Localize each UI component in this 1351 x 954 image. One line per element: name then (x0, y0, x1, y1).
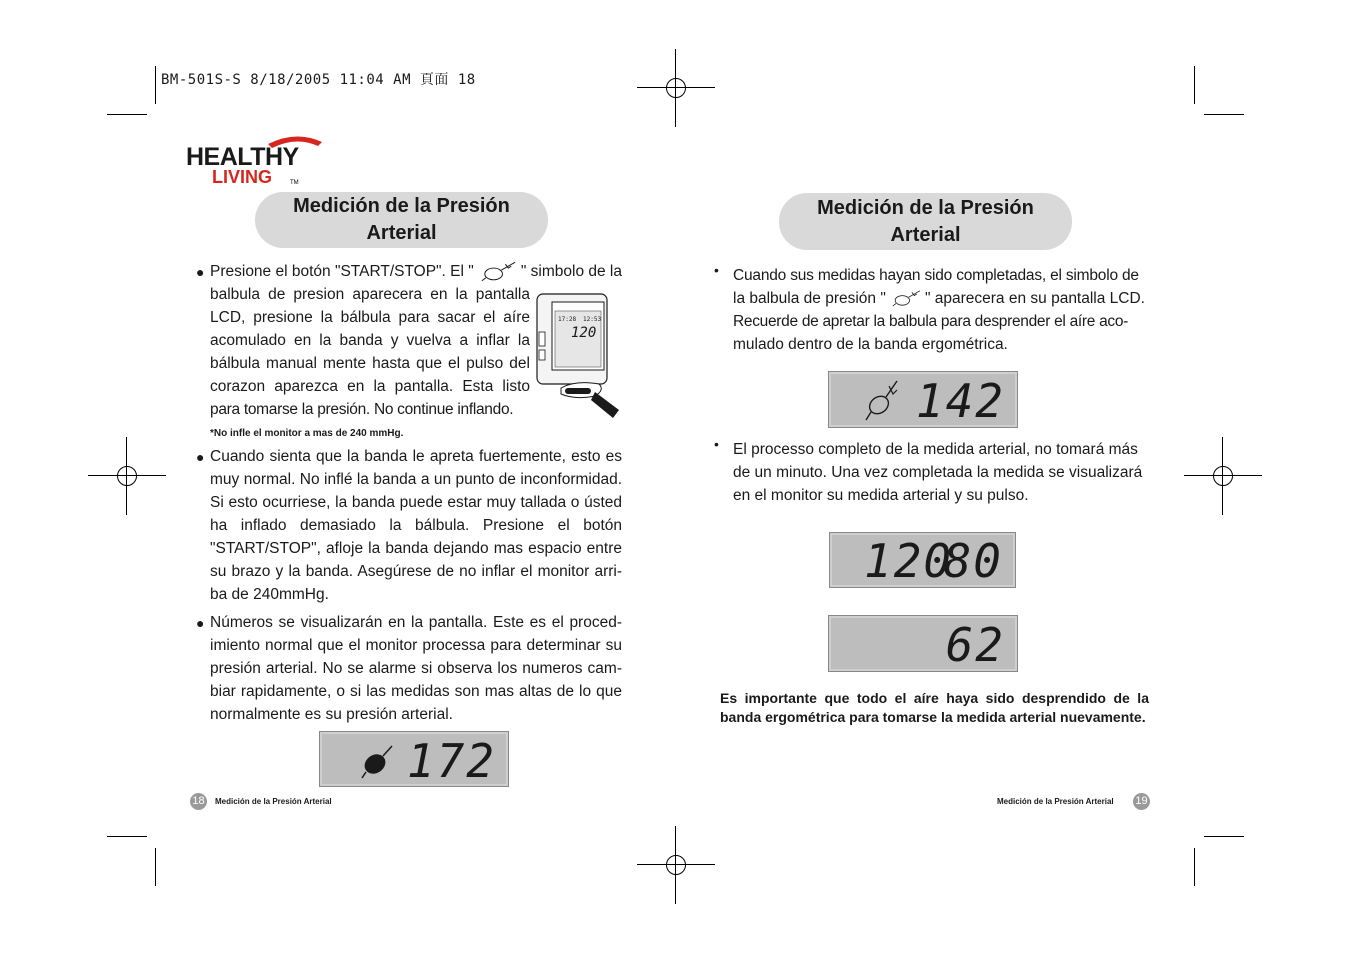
lcd-display-pulse (828, 615, 1018, 672)
right-bullet1-line4: mulado dentro de la banda ergométrica. (733, 336, 1008, 353)
bullet-dot: ● (196, 615, 205, 631)
logo-healthy: HEALTHY (186, 143, 299, 171)
pressure-bulb-icon (476, 260, 519, 282)
lcd-172-value: 172 (406, 734, 496, 788)
lcd-142-value: 142 (915, 374, 1005, 428)
registration-mark-icon (107, 456, 147, 496)
logo-tm: TM (290, 180, 299, 186)
left-bullet1-line7: para tomarse la presión. No continue inflando. (210, 401, 514, 418)
device-lcd-value: 120 (571, 325, 597, 341)
crop-mark (107, 114, 147, 115)
crop-mark (1194, 848, 1195, 886)
bullet-dot: • (714, 262, 719, 278)
left-bullet1-line4: acomulado en la banda y vuelva a inflar la (210, 332, 530, 349)
crop-mark (155, 848, 156, 886)
right-bullet1-line3: Recuerde de apretar la balbula para desprender el aíre aco- (733, 313, 1129, 330)
lcd-systolic-value: 120 (864, 534, 954, 588)
right-title-pill (779, 193, 1072, 250)
right-bullet1 (733, 264, 1145, 356)
left-bullet1-line1a: Presione el botón "START/STOP". El " (210, 263, 474, 280)
crop-mark (155, 66, 156, 104)
crop-mark (1204, 836, 1244, 837)
right-bullet1-line2a: la balbula de presión " (733, 290, 886, 307)
right-bullet2: El processo completo de la medida arterial, no tomará más de un minuto. Una vez completada la medida se visualizará en el monitor su medida arterial y su pulso. (733, 441, 1143, 504)
right-title-line2: Arterial (890, 224, 961, 246)
monitor-device-illustration (535, 292, 625, 420)
crop-mark (107, 836, 147, 837)
left-title-line1: Medición de la Presión (293, 195, 510, 217)
left-title-pill (255, 192, 548, 248)
device-lcd-top-right: 12:53 (583, 316, 602, 323)
crop-mark (1204, 114, 1244, 115)
left-bullet2: Cuando sienta que la banda le apreta fuertemente, esto es muy normal. No inflé la banda a un punto de inconformidad. Si esto ocurriese, la banda puede estar muy tallada o ústed ha inflado demasiado la bálbula. Presione el botón "START/STOP", afloje la banda dejando mas espacio entre su brazo y la banda. Asegúrese de no inflar el monitor arri-ba de 240mmHg. (210, 448, 622, 603)
left-bullet1-line3: LCD, presione la bálbula para sacar el aíre (210, 309, 530, 326)
lcd-display-172 (319, 731, 509, 787)
lcd-display-blood-pressure (829, 532, 1016, 588)
page-number-18: 18 (190, 793, 207, 810)
page-number-19: 19 (1133, 793, 1150, 810)
registration-mark-icon (656, 68, 696, 108)
right-bullet1-line1: Cuando sus medidas hayan sido completadas, el simbolo de (733, 267, 1139, 284)
deflating-bulb-icon (866, 381, 897, 420)
bullet-dot: ● (196, 264, 205, 280)
pressure-bulb-icon (888, 287, 923, 309)
crop-mark (1194, 66, 1195, 104)
inflating-bulb-icon (361, 746, 392, 778)
bullet-dot: ● (196, 449, 205, 465)
lcd-diastolic-value: 80 (943, 534, 1003, 588)
bullet-dot: • (714, 436, 719, 452)
registration-mark-icon (1203, 456, 1243, 496)
left-bullet1-line5: bálbula manual mente hasta que el pulso del (210, 355, 530, 372)
right-bold-note: Es importante que todo el aíre haya sido desprendido de la banda ergométrica para tomarse la medida arterial nuevamente. (720, 690, 1149, 725)
logo-living: LIVING (212, 167, 273, 187)
registration-mark-icon (656, 845, 696, 885)
device-lcd-top-left: 17:28 (558, 316, 577, 323)
print-header: BM-501S-S 8/18/2005 11:04 AM 頁面 18 (161, 72, 476, 88)
left-title-line2: Arterial (366, 222, 437, 244)
left-note: *No infle el monitor a mas de 240 mmHg. (210, 428, 404, 439)
left-bullet1-line1b: " simbolo de la (520, 263, 622, 280)
left-bullet3: Números se visualizarán en la pantalla. Este es el proced-imiento normal que el monitor processa para determinar su presión arterial. No se alarme si observa los numeros cam-biar rapidamente, o si las medidas son mas altas de lo que normalmente es su presión arterial. (210, 614, 622, 723)
left-footer: Medición de la Presión Arterial (215, 797, 332, 806)
right-footer: Medición de la Presión Arterial (997, 797, 1114, 806)
right-title-line1: Medición de la Presión (817, 197, 1034, 219)
lcd-display-142 (828, 371, 1018, 428)
left-bullet1-line2: balbula de presion aparecera en la pantalla (210, 286, 530, 303)
left-bullet1-line6: corazon aparezca en la pantalla. Esta listo (210, 378, 530, 395)
right-bullet1-line2b: " aparecera en su pantalla LCD. (924, 290, 1145, 307)
lcd-pulse-value: 62 (945, 618, 1005, 672)
healthy-living-logo (186, 134, 326, 190)
